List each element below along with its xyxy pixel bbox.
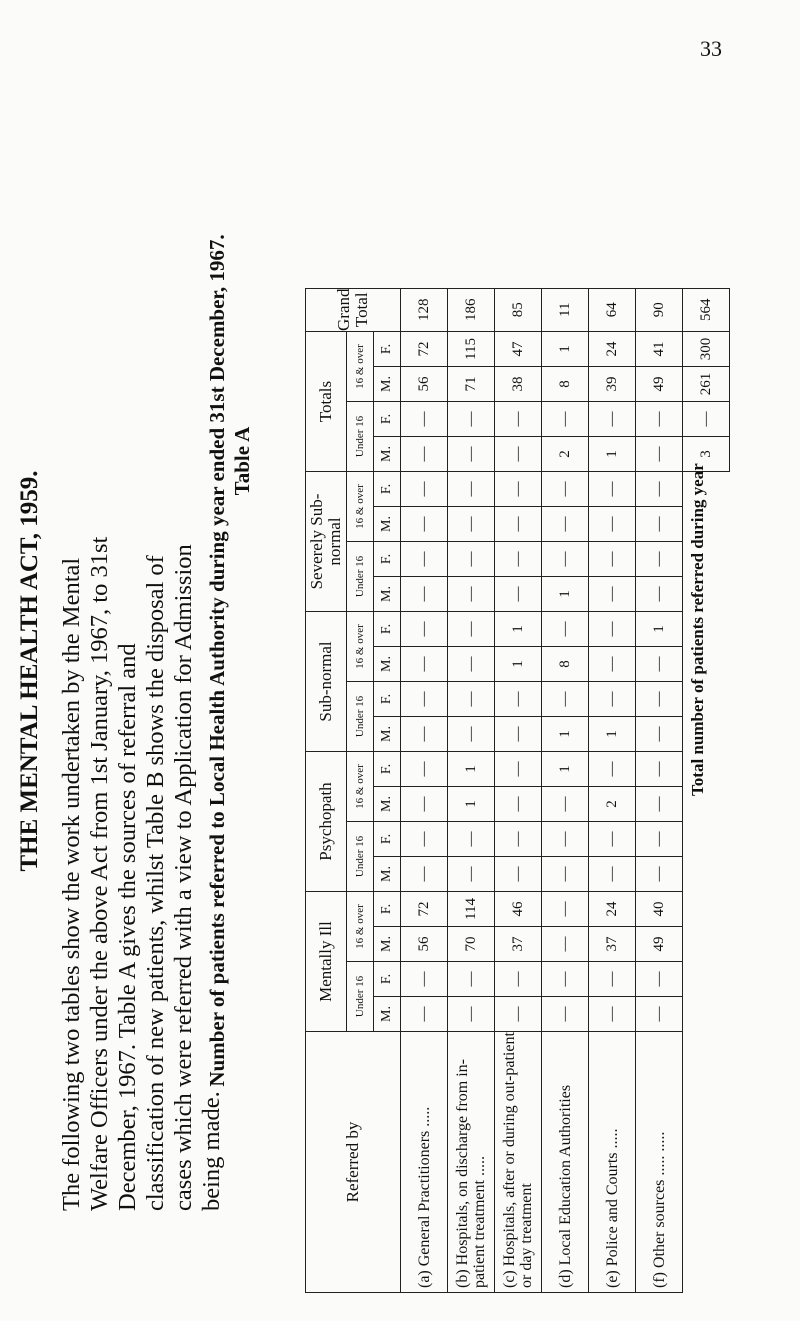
totals-cell: 300 (683, 332, 730, 367)
table-cell: — (589, 997, 636, 1032)
table-cell: — (448, 437, 495, 472)
table-cell: — (542, 682, 589, 717)
table-cell: — (589, 857, 636, 892)
table-cell: — (542, 507, 589, 542)
table-cell: — (589, 542, 636, 577)
table-cell: 1 (542, 752, 589, 787)
row-label: (e) Police and Courts ..... (589, 1032, 636, 1293)
table-cell: — (401, 787, 448, 822)
grand-total-cell: 128 (401, 288, 448, 331)
table-cell: 8 (542, 647, 589, 682)
table-name: Table A (230, 426, 254, 496)
group-header: Totals (306, 332, 347, 472)
table-cell: 41 (636, 332, 683, 367)
table-cell: 40 (636, 892, 683, 927)
table-cell: — (495, 752, 542, 787)
table-cell: — (448, 857, 495, 892)
sex-header: F. (374, 682, 401, 717)
table-cell: 46 (495, 892, 542, 927)
table-cell: 1 (589, 717, 636, 752)
table-row (401, 288, 448, 1292)
table-cell: 1 (589, 437, 636, 472)
table-cell: 8 (542, 367, 589, 402)
sex-header: F. (374, 892, 401, 927)
grand-total-cell: 64 (589, 288, 636, 331)
table-cell: — (636, 682, 683, 717)
table-cell: — (589, 472, 636, 507)
table-cell: — (495, 787, 542, 822)
table-cell: — (542, 927, 589, 962)
age-band-header: Under 16 (347, 402, 374, 472)
table-cell: — (542, 892, 589, 927)
totals-cell: 3 (683, 437, 730, 472)
table-cell: — (495, 437, 542, 472)
table-cell: — (401, 997, 448, 1032)
intro-paragraph: The following two tables show the work undertaken by the Mental Welfare Officers under the above Act from 1st January, 1967, to 31st December, 1967. Table A gives the sources of referral and classification of new patients, whilst Table B shows the disposal of cases which were referred with a view to Application for Admission being made. (58, 536, 225, 1211)
table-cell: — (636, 857, 683, 892)
table-cell: — (589, 682, 636, 717)
table-cell: — (401, 577, 448, 612)
table-row (589, 288, 636, 1292)
table-cell: — (542, 612, 589, 647)
sex-header: M. (374, 437, 401, 472)
sex-header: F. (374, 402, 401, 437)
table-cell: 1 (495, 647, 542, 682)
table-cell: — (636, 752, 683, 787)
table-cell: — (495, 542, 542, 577)
row-label: (a) General Practitioners ..... (401, 1032, 448, 1293)
table-cell: — (589, 507, 636, 542)
table-body (401, 288, 730, 1292)
table-cell: — (401, 402, 448, 437)
totals-cell: 261 (683, 367, 730, 402)
table-cell: — (401, 962, 448, 997)
row-label: (b) Hospitals, on discharge from in-patient treatment ..... (448, 1032, 495, 1293)
table-cell: — (401, 647, 448, 682)
sex-header: F. (374, 822, 401, 857)
age-band-header: Under 16 (347, 542, 374, 612)
table-cell: — (401, 682, 448, 717)
table-cell: — (401, 472, 448, 507)
table-cell: — (636, 507, 683, 542)
sex-header: M. (374, 997, 401, 1032)
table-cell: — (589, 822, 636, 857)
table-cell: — (636, 542, 683, 577)
sex-header: M. (374, 857, 401, 892)
table-cell: — (636, 437, 683, 472)
age-band-header: 16 & over (347, 472, 374, 542)
table-cell: — (636, 822, 683, 857)
table-cell: — (495, 822, 542, 857)
table-cell: — (495, 402, 542, 437)
grand-total-cell: 85 (495, 288, 542, 331)
sex-header: F. (374, 332, 401, 367)
table-cell: — (448, 402, 495, 437)
table-cell: — (401, 717, 448, 752)
table-cell: 24 (589, 892, 636, 927)
table-cell: — (542, 542, 589, 577)
table-cell: — (542, 787, 589, 822)
table-cell: — (542, 962, 589, 997)
table-cell: — (542, 997, 589, 1032)
table-cell: 1 (542, 332, 589, 367)
table-row (542, 288, 589, 1292)
sex-header: M. (374, 577, 401, 612)
row-label: (f) Other sources ..... ..... (636, 1032, 683, 1293)
table-cell: — (401, 507, 448, 542)
table-cell: — (401, 752, 448, 787)
table-cell: — (448, 822, 495, 857)
table-cell: — (448, 507, 495, 542)
table-cell: 38 (495, 367, 542, 402)
table-cell: 1 (495, 612, 542, 647)
group-header: Mentally Ill (306, 892, 347, 1032)
table-cell: — (589, 402, 636, 437)
table-cell: — (542, 472, 589, 507)
sex-header: M. (374, 717, 401, 752)
table-cell: 1 (542, 577, 589, 612)
group-header: Severely Sub-normal (306, 472, 347, 612)
sex-header: F. (374, 752, 401, 787)
table-cell: — (589, 647, 636, 682)
table-cell: — (589, 752, 636, 787)
table-cell: 1 (448, 752, 495, 787)
table-cell: 1 (448, 787, 495, 822)
table-cell: — (401, 542, 448, 577)
table-cell: — (448, 577, 495, 612)
table-cell: 24 (589, 332, 636, 367)
sex-header: M. (374, 367, 401, 402)
table-cell: 71 (448, 367, 495, 402)
table-cell: 1 (542, 717, 589, 752)
table-cell: 47 (495, 332, 542, 367)
table-cell: 37 (589, 927, 636, 962)
table-cell: — (448, 682, 495, 717)
table-cell: — (636, 577, 683, 612)
grand-total-cell: 90 (636, 288, 683, 331)
age-band-header: 16 & over (347, 612, 374, 682)
grand-total-sum: 564 (683, 288, 730, 331)
grand-total-cell: 11 (542, 288, 589, 331)
age-band-header: Under 16 (347, 682, 374, 752)
header-group-row (306, 288, 347, 1292)
sex-header: M. (374, 787, 401, 822)
table-cell: 114 (448, 892, 495, 927)
table-cell: — (401, 612, 448, 647)
age-band-header: Under 16 (347, 962, 374, 1032)
table-cell: — (448, 717, 495, 752)
table-cell: — (495, 857, 542, 892)
referred-by-header: Referred by (306, 1032, 401, 1293)
grand-total-cell: 186 (448, 288, 495, 331)
age-band-header: 16 & over (347, 752, 374, 822)
table-cell: — (589, 962, 636, 997)
table-cell: 56 (401, 367, 448, 402)
table-cell: 56 (401, 927, 448, 962)
table-cell: — (401, 822, 448, 857)
table-row (636, 288, 683, 1292)
sex-header: F. (374, 962, 401, 997)
group-header: Sub-normal (306, 612, 347, 752)
table-cell: 37 (495, 927, 542, 962)
table-cell: — (495, 507, 542, 542)
table-cell: — (495, 717, 542, 752)
age-band-header: 16 & over (347, 332, 374, 402)
table-cell: 115 (448, 332, 495, 367)
table-cell: — (495, 472, 542, 507)
sex-header: M. (374, 647, 401, 682)
table-cell: — (401, 437, 448, 472)
page-number: 33 (700, 36, 722, 61)
row-label: (c) Hospitals, after or during out-patient or day treatment (495, 1032, 542, 1293)
table-cell: 2 (589, 787, 636, 822)
table-cell: — (401, 857, 448, 892)
table-cell: 72 (401, 892, 448, 927)
referral-table (305, 288, 730, 1293)
sex-header: F. (374, 612, 401, 647)
table-cell: 49 (636, 367, 683, 402)
table-cell: — (542, 857, 589, 892)
table-cell: — (495, 682, 542, 717)
table-cell: 49 (636, 927, 683, 962)
table-cell: — (636, 962, 683, 997)
grand-total-header: Grand Total (306, 288, 401, 331)
table-cell: — (448, 997, 495, 1032)
row-label: (d) Local Education Authorities (542, 1032, 589, 1293)
sex-header: F. (374, 542, 401, 577)
table-cell: — (448, 962, 495, 997)
table-cell: — (636, 472, 683, 507)
table-footnote: Total number of patients referred during year (688, 463, 707, 796)
table-cell: — (636, 647, 683, 682)
table-cell: — (589, 577, 636, 612)
table-cell: — (636, 997, 683, 1032)
age-band-header: Under 16 (347, 822, 374, 892)
sex-header: F. (374, 472, 401, 507)
table-cell: 70 (448, 927, 495, 962)
table-cell: — (589, 612, 636, 647)
table-cell: — (448, 472, 495, 507)
table-cell: — (636, 717, 683, 752)
table-cell: — (636, 402, 683, 437)
table-cell: 72 (401, 332, 448, 367)
table-cell: — (636, 787, 683, 822)
table-row (448, 288, 495, 1292)
table-cell: — (542, 402, 589, 437)
table-caption: Number of patients referred to Local Health Authority during year ended 31st December, 1967. (205, 234, 229, 1087)
table-cell: — (495, 577, 542, 612)
totals-cell: — (683, 402, 730, 437)
sex-header: M. (374, 927, 401, 962)
sex-header: M. (374, 507, 401, 542)
table-cell: — (542, 822, 589, 857)
table-cell: — (495, 997, 542, 1032)
table-cell: — (448, 542, 495, 577)
table-cell: — (495, 962, 542, 997)
table-cell: 2 (542, 437, 589, 472)
page-heading: THE MENTAL HEALTH ACT, 1959. (16, 470, 43, 872)
age-band-header: 16 & over (347, 892, 374, 962)
group-header: Psychopath (306, 752, 347, 892)
table-cell: — (448, 612, 495, 647)
table-cell: — (448, 647, 495, 682)
table-row (495, 288, 542, 1292)
table-cell: 39 (589, 367, 636, 402)
table-cell: 1 (636, 612, 683, 647)
